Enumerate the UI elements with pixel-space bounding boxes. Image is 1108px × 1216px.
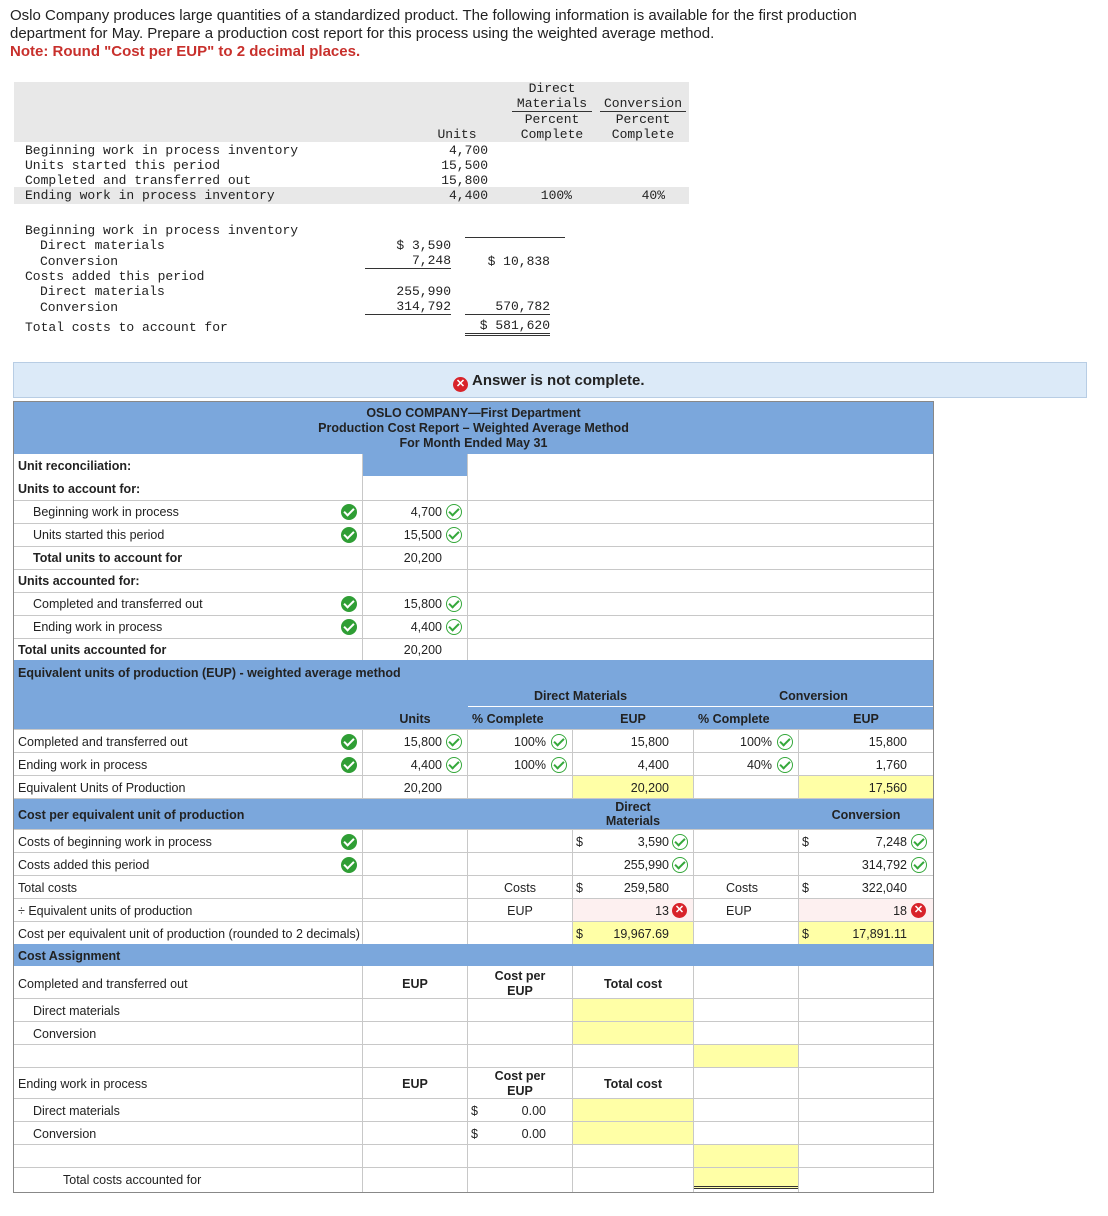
incorrect-icon: ✕: [911, 903, 926, 918]
dm-eup-completed: 15,800: [630, 735, 669, 749]
ca-completed-total-cell[interactable]: [694, 1045, 798, 1067]
check-icon: [551, 734, 567, 750]
eup-ending-units[interactable]: 4,400: [410, 758, 442, 772]
check-icon: [777, 734, 793, 750]
ca-completed-cpe-header: [468, 969, 572, 999]
dollar-sign: $: [802, 881, 809, 895]
dm-eup-col-header: EUP: [620, 712, 646, 726]
ca-ending-total-cell[interactable]: [694, 1145, 798, 1167]
dollar-sign: $: [576, 835, 583, 849]
ca-completed-dm-label: Direct materials: [33, 1004, 120, 1018]
total-costs-accounted-cell[interactable]: [694, 1168, 798, 1189]
check-icon: [672, 834, 688, 850]
conv-eup-ending: 1,760: [875, 758, 907, 772]
given-dm-header-1: Direct: [528, 81, 576, 96]
ca-ending-conv-total-cell[interactable]: [573, 1122, 693, 1144]
cost-added-label: Costs added this period: [18, 858, 150, 872]
check-icon: [446, 757, 462, 773]
given-row-units: 15,800: [441, 173, 488, 188]
check-icon: [672, 857, 688, 873]
conv-pct-ending[interactable]: 40%: [746, 758, 772, 772]
dm-eup-total: 20,200: [630, 781, 669, 795]
dm-cost-added[interactable]: 255,990: [623, 858, 669, 872]
given-cost-label: Beginning work in process inventory: [25, 223, 299, 238]
given-cost-value: $ 581,620: [465, 318, 550, 336]
cost-assignment-heading: Cost Assignment: [18, 949, 121, 963]
given-row-units: 15,500: [441, 158, 488, 173]
prompt-note: Note: Round "Cost per EUP" to 2 decimal places.: [10, 43, 361, 60]
given-dm-header-2: Materials: [512, 96, 592, 112]
conv-eup-completed: 15,800: [868, 735, 907, 749]
given-row-units: 4,700: [448, 143, 488, 158]
given-dm-header-3: Percent: [524, 112, 580, 127]
check-icon: [551, 757, 567, 773]
production-cost-report: [13, 401, 934, 1193]
ca-completed-conv-label: Conversion: [33, 1027, 97, 1041]
given-cost-value: 255,990: [396, 284, 451, 299]
ca-ending-label: Ending work in process: [18, 1077, 148, 1091]
cpe-header-line2: EUP: [507, 984, 533, 998]
dm-eup-ending: 4,400: [637, 758, 669, 772]
given-conv-header-2: Percent: [615, 112, 671, 127]
ca-ending-dm-cpe: 0.00: [521, 1104, 546, 1118]
units-accounted-heading: Units accounted for:: [18, 574, 140, 588]
incorrect-icon: ✕: [453, 377, 468, 392]
total-units-to-account-label: Total units to account for: [33, 551, 183, 565]
completed-label: Completed and transferred out: [33, 597, 203, 611]
given-cost-value: 7,248: [365, 253, 451, 269]
given-cost-value: $ 10,838: [487, 254, 550, 269]
dollar-sign: $: [802, 927, 809, 941]
conv-pct-completed[interactable]: 100%: [740, 735, 772, 749]
eup-completed-units[interactable]: 15,800: [403, 735, 442, 749]
given-row-label: Completed and transferred out: [25, 173, 252, 188]
conv-cost-total: 322,040: [861, 881, 907, 895]
ca-ending-conv-label: Conversion: [33, 1127, 97, 1141]
prompt-line-1: Oslo Company produces large quantities of a standardized product. The following information is available for the first production: [10, 7, 857, 24]
completed-units[interactable]: 15,800: [403, 597, 442, 611]
check-icon: [777, 757, 793, 773]
answer-status-banner: [13, 362, 1087, 398]
eup-ending-label: Ending work in process: [18, 758, 148, 772]
eup-conv-heading: Conversion: [779, 689, 848, 703]
given-conv-header-1: Conversion: [600, 96, 686, 112]
report-period: For Month Ended May 31: [399, 436, 548, 450]
beg-wip-units[interactable]: 4,700: [410, 505, 442, 519]
report-title: OSLO COMPANY—First Department: [366, 406, 581, 420]
ca-ending-total-cost-header: Total cost: [603, 1077, 663, 1091]
check-icon: [446, 527, 462, 543]
given-row-label: Ending work in process inventory: [25, 188, 275, 203]
check-icon: [341, 834, 357, 850]
cpe-label: Cost per equivalent unit of production (rounded to 2 decimals): [18, 927, 360, 941]
given-cost-value: 314,792: [365, 299, 451, 315]
units-started-label: Units started this period: [33, 528, 165, 542]
given-row-units: 4,400: [448, 188, 488, 203]
report-header: [14, 402, 933, 454]
cpe-dm-heading: [573, 800, 693, 828]
cpe-header-line2: EUP: [507, 1084, 533, 1098]
ca-ending-dm-total-cell[interactable]: [573, 1099, 693, 1121]
units-col-header: Units: [399, 712, 431, 726]
eup-heading: Equivalent units of production (EUP) - weighted average method: [18, 666, 401, 680]
given-cost-label: Total costs to account for: [25, 320, 228, 335]
check-icon: [911, 857, 927, 873]
check-icon: [341, 734, 357, 750]
check-icon: [341, 757, 357, 773]
ca-completed-conv-total-cell[interactable]: [573, 1022, 693, 1044]
check-icon: [341, 619, 357, 635]
check-icon: [341, 504, 357, 520]
dollar-sign: $: [576, 881, 583, 895]
incorrect-icon: ✕: [672, 903, 687, 918]
check-icon: [446, 734, 462, 750]
dm-eup-word: EUP: [507, 904, 533, 918]
unit-reconciliation-heading: Unit reconciliation:: [18, 459, 132, 473]
ca-completed-label: Completed and transferred out: [18, 977, 188, 991]
cpe-conv-heading: Conversion: [831, 808, 901, 822]
cost-beg-label: Costs of beginning work in process: [18, 835, 212, 849]
dm-divide-eup[interactable]: 13: [655, 904, 669, 918]
ca-completed-eup-header: EUP: [402, 977, 428, 991]
dm-cost-per-eup: 19,967.69: [613, 927, 669, 941]
dm-cost-total: 259,580: [623, 881, 669, 895]
given-row-conv-pct: 40%: [641, 188, 665, 203]
given-cost-label: Costs added this period: [25, 269, 205, 284]
check-icon: [911, 834, 927, 850]
given-dm-header-4: Complete: [520, 127, 584, 142]
cpe-header-line1: Cost per: [494, 969, 546, 983]
dm-pct-completed[interactable]: 100%: [514, 735, 546, 749]
dollar-sign: $: [802, 835, 809, 849]
conv-pct-col-header: % Complete: [698, 712, 770, 726]
dollar-sign: $: [471, 1104, 478, 1118]
ca-completed-dm-total-cell[interactable]: [573, 999, 693, 1021]
cost-total-label: Total costs: [18, 881, 78, 895]
units-started-value[interactable]: 15,500: [403, 528, 442, 542]
cpe-header-line1: Cost per: [494, 1069, 546, 1083]
total-units-to-account-value: 20,200: [403, 551, 442, 565]
eup-total-units: 20,200: [403, 781, 442, 795]
total-costs-accounted-label: Total costs accounted for: [63, 1173, 202, 1187]
dm-costs-word: Costs: [504, 881, 536, 895]
conv-eup-word: EUP: [726, 904, 752, 918]
given-row-label: Beginning work in process inventory: [25, 143, 299, 158]
cpe-dm-heading-line2: Materials: [605, 814, 661, 828]
given-row-label: Units started this period: [25, 158, 221, 173]
conv-eup-col-header: EUP: [853, 712, 879, 726]
given-cost-label: Direct materials: [40, 284, 165, 299]
ending-wip-label: Ending work in process: [33, 620, 163, 634]
dollar-sign: $: [471, 1127, 478, 1141]
dm-cost-beg[interactable]: 3,590: [637, 835, 669, 849]
ca-completed-total-cost-header: Total cost: [603, 977, 663, 991]
cost-per-eup-heading: Cost per equivalent unit of production: [18, 808, 245, 822]
ca-ending-cpe-header: [468, 1069, 572, 1099]
check-icon: [446, 619, 462, 635]
dm-pct-ending[interactable]: 100%: [514, 758, 546, 772]
divide-eup-label: ÷ Equivalent units of production: [18, 904, 193, 918]
given-cost-value: $ 3,590: [396, 238, 451, 253]
check-icon: [446, 504, 462, 520]
given-cost-value: 570,782: [465, 299, 550, 315]
ending-wip-units[interactable]: 4,400: [410, 620, 442, 634]
check-icon: [341, 857, 357, 873]
report-subtitle: Production Cost Report – Weighted Average Method: [318, 421, 629, 435]
given-row-dm-pct: 100%: [540, 188, 572, 203]
conv-cost-beg[interactable]: 7,248: [875, 835, 907, 849]
ca-ending-eup-header: EUP: [402, 1077, 428, 1091]
check-icon: [446, 596, 462, 612]
ca-ending-conv-cpe: 0.00: [521, 1127, 546, 1141]
dollar-sign: $: [576, 927, 583, 941]
given-cost-label: Conversion: [40, 300, 119, 315]
given-cost-label: Conversion: [40, 254, 119, 269]
eup-total-label: Equivalent Units of Production: [18, 781, 186, 795]
total-units-accounted-value: 20,200: [403, 643, 442, 657]
conv-divide-eup[interactable]: 18: [893, 904, 907, 918]
cpe-dm-heading-line1: Direct: [615, 800, 651, 814]
conv-cost-added[interactable]: 314,792: [861, 858, 907, 872]
beg-wip-label: Beginning work in process: [33, 505, 179, 519]
prompt-line-2: department for May. Prepare a production cost report for this process using the weighted average method.: [10, 25, 715, 42]
dm-pct-col-header: % Complete: [472, 712, 544, 726]
given-conv-header-3: Complete: [611, 127, 675, 142]
check-icon: [341, 527, 357, 543]
check-icon: [341, 596, 357, 612]
ca-ending-dm-label: Direct materials: [33, 1104, 120, 1118]
eup-dm-heading: Direct Materials: [533, 689, 628, 703]
total-units-accounted-label: Total units accounted for: [18, 643, 167, 657]
answer-status-text: Answer is not complete.: [472, 372, 645, 389]
conv-eup-total: 17,560: [868, 781, 907, 795]
given-units-header: Units: [437, 127, 477, 142]
units-to-account-heading: Units to account for:: [18, 482, 141, 496]
conv-costs-word: Costs: [726, 881, 758, 895]
eup-completed-label: Completed and transferred out: [18, 735, 188, 749]
given-data-table: [0, 0, 700, 340]
given-cost-label: Direct materials: [40, 238, 165, 253]
conv-cost-per-eup: 17,891.11: [852, 927, 907, 941]
